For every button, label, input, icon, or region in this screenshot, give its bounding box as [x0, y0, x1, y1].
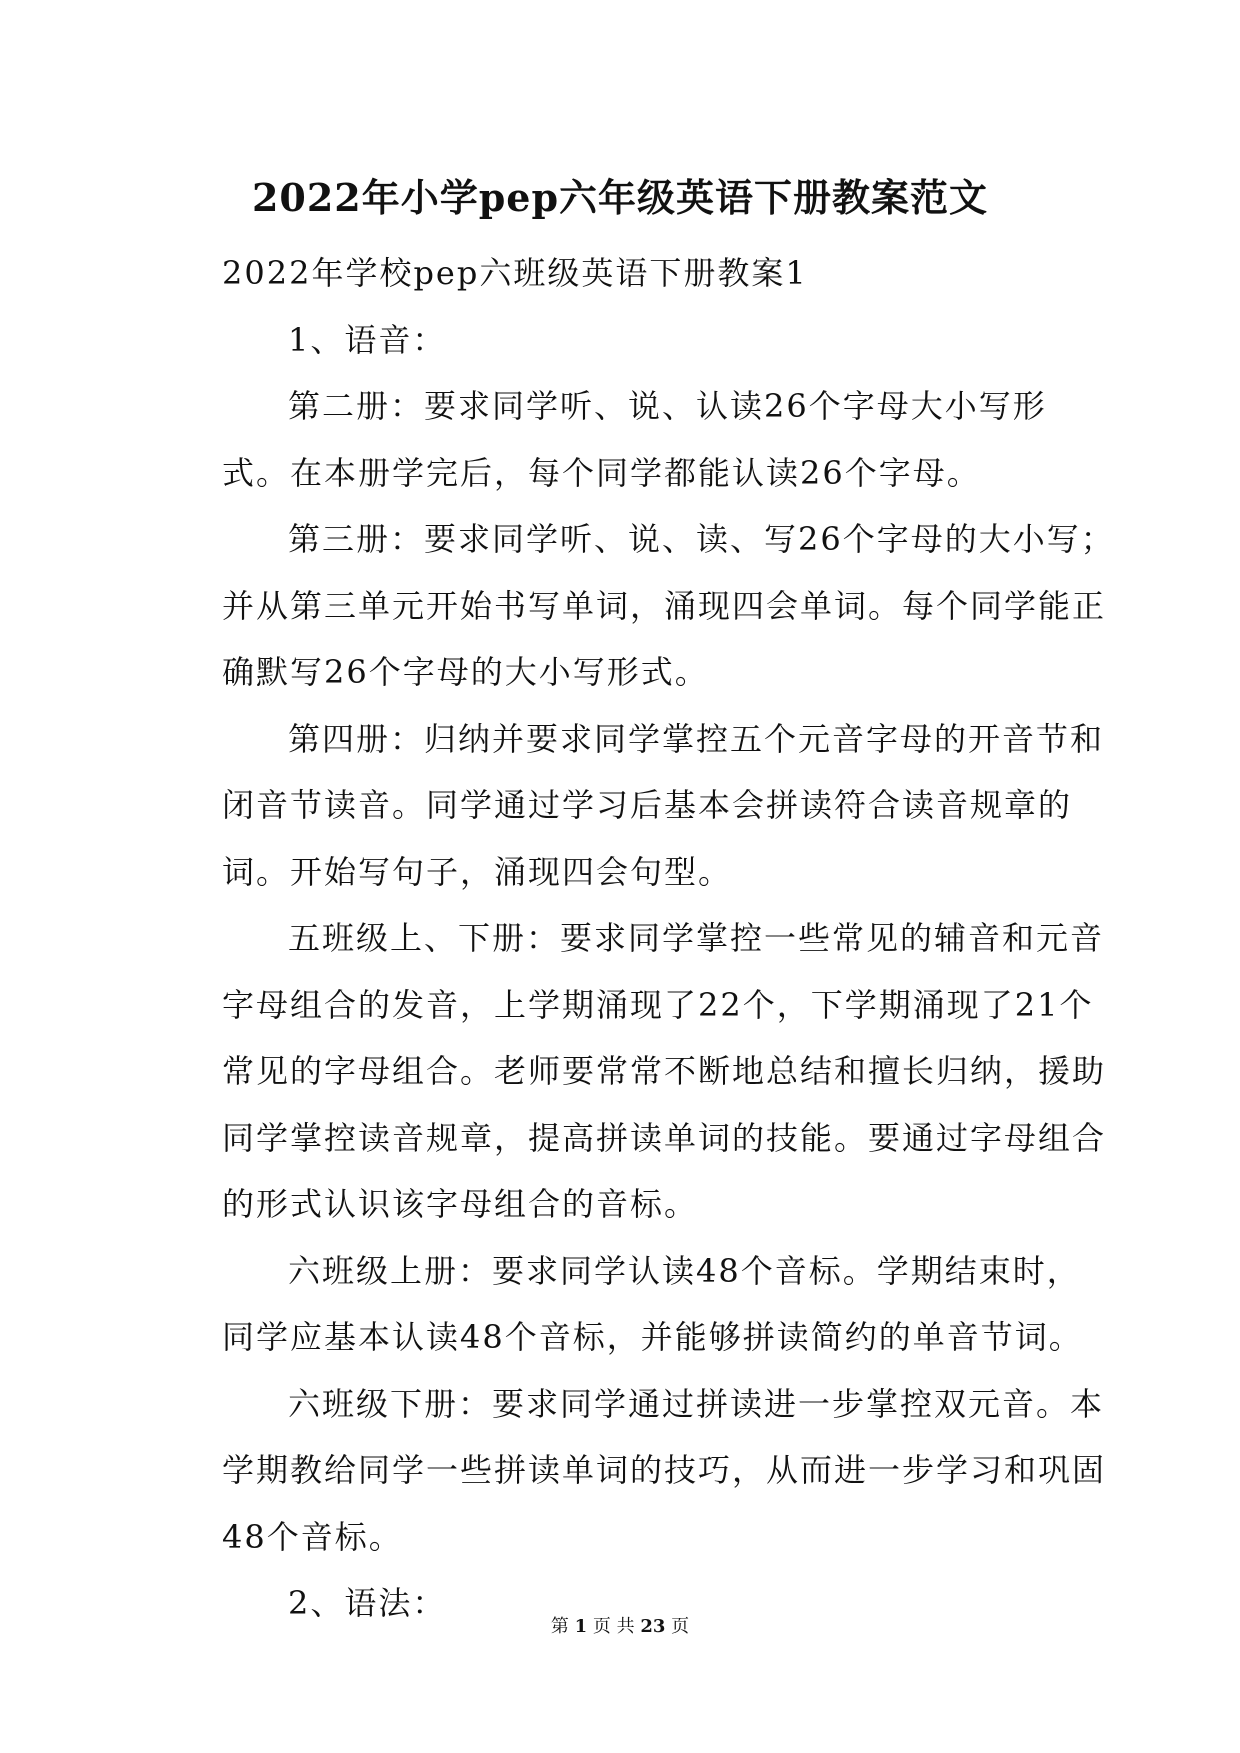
paragraph-line: 第二册：要求同学听、说、认读26个字母大小写形 [288, 387, 1047, 425]
footer-prefix: 第 [550, 1616, 569, 1637]
paragraph-line: 六班级上册：要求同学认读48个音标。学期结束时， [288, 1251, 1081, 1290]
paragraph-line: 并从第三单元开始书写单词，涌现四会单词。每个同学能正 [222, 586, 1107, 625]
paragraph [222, 706, 1105, 906]
paragraph [222, 1238, 1082, 1371]
paragraph-line: 的形式认识该字母组合的音标。 [222, 1185, 699, 1223]
paragraph-line: 第四册：归纳并要求同学掌控五个元音字母的开音节和 [288, 719, 1105, 758]
paragraph-line: 同学掌控读音规章，提高拼读单词的技能。要通过字母组合 [222, 1118, 1107, 1157]
paragraph-line: 确默写26个字母的大小写形式。 [222, 653, 709, 691]
section-heading: 2022年学校pep六班级英语下册教案1 [222, 254, 808, 292]
paragraph-line: 学期教给同学一些拼读单词的技巧，从而进一步学习和巩固 [222, 1451, 1107, 1489]
paragraph-list [222, 307, 1115, 1637]
footer-middle: 页 共 [592, 1616, 635, 1637]
paragraph [222, 506, 1115, 706]
page-footer [0, 1614, 1240, 1640]
paragraph-line: 常见的字母组合。老师要常常不断地总结和擅长归纳，援助 [222, 1052, 1107, 1090]
paragraph [222, 307, 1082, 374]
paragraph-line: 1、语音： [288, 320, 447, 359]
footer-page-number: 1 [574, 1616, 588, 1637]
paragraph-line: 48个音标。 [222, 1517, 403, 1556]
document-title: 2022年小学pep六年级英语下册教案范文 [251, 175, 989, 220]
paragraph-line: 词。开始写句子，涌现四会句型。 [222, 852, 733, 891]
paragraph-line: 同学应基本认读48个音标，并能够拼读简约的单音节词。 [222, 1318, 1083, 1356]
paragraph-line: 2、语法： [288, 1584, 447, 1622]
paragraph-line: 字母组合的发音，上学期涌现了22个，下学期涌现了21个 [222, 985, 1094, 1024]
paragraph-line: 第三册：要求同学听、说、读、写26个字母的大小写； [288, 520, 1115, 558]
paragraph [222, 905, 1107, 1238]
paragraph [222, 1371, 1107, 1571]
footer-total-pages: 23 [640, 1616, 666, 1637]
paragraph-line: 闭音节读音。同学通过学习后基本会拼读符合读音规章的 [222, 786, 1073, 824]
paragraph-line: 式。在本册学完后，每个同学都能认读26个字母。 [222, 453, 981, 492]
paragraph-line: 六班级下册：要求同学通过拼读进一步掌控双元音。本 [288, 1384, 1105, 1423]
paragraph [222, 373, 1082, 506]
paragraph-line: 五班级上、下册：要求同学掌控一些常见的辅音和元音 [288, 919, 1105, 957]
document-body [222, 240, 1115, 1637]
footer-suffix: 页 [671, 1616, 690, 1637]
